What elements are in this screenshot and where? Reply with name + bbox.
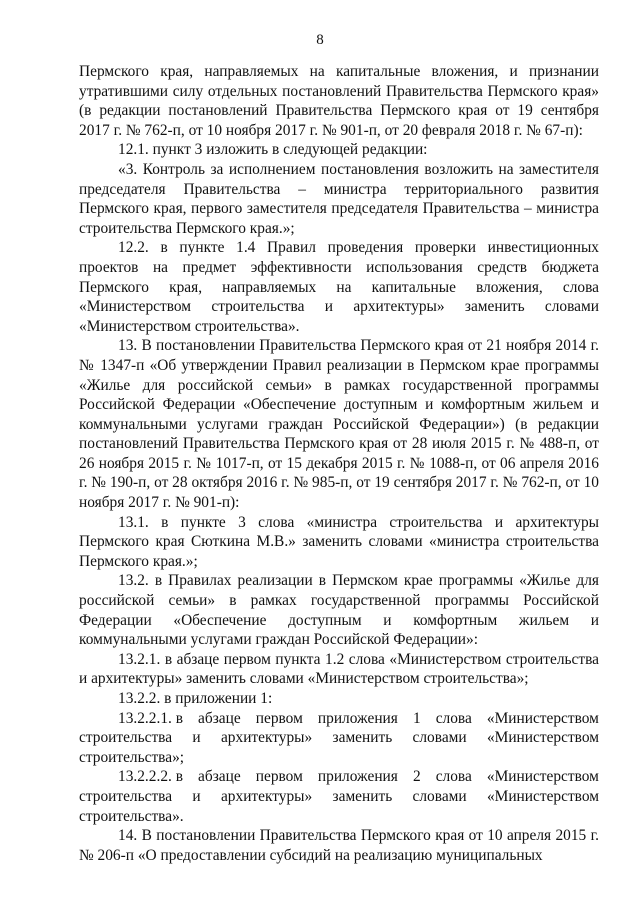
word: заменить <box>332 729 393 747</box>
word: слова <box>435 709 472 727</box>
word: «Министерством <box>486 729 599 747</box>
word: слова <box>435 768 472 786</box>
sub-item <box>79 709 599 768</box>
page-number: 8 <box>316 32 324 48</box>
word: заменить <box>332 787 393 805</box>
sub-item-line <box>79 728 599 748</box>
paragraph: 14. В постановлении Правительства Пермского края от 10 апреля 2015 г. № 206-п «О предоставлении субсидий на реализацию муниципальных <box>79 827 599 864</box>
word: «Министерством <box>486 768 599 786</box>
word: строительства <box>79 729 173 747</box>
sub-item-line: строительства». <box>79 807 184 825</box>
word: 2 <box>412 768 421 786</box>
word: «Министерством <box>486 787 599 805</box>
paragraph: 13.2. в Правилах реализации в Пермском крае программы «Жилье для российской семьи» в рамках государственной программы Российской Федерации «Обеспечение доступным и комфортным жильем и коммунальными услугами граждан Российской Федерации»: <box>79 572 599 649</box>
sub-item <box>79 767 599 826</box>
word: строительства <box>79 787 173 805</box>
word: первом <box>255 768 303 786</box>
word: 13.2.2.2. в <box>118 768 183 786</box>
paragraph: «3. Контроль за исполнением постановления возложить на заместителя председателя Правительства – министра территориального развития Пермского края, первого заместителя председателя Правительства – министра строительства Пермского края.»; <box>79 160 599 237</box>
word: приложения <box>317 709 398 727</box>
sub-item-line <box>118 767 599 787</box>
paragraph: 12.2. в пункте 1.4 Правил проведения проверки инвестиционных проектов на предмет эффективности использования средств бюджета Пермского края, направляемых на капитальные вложения, слова «Министерством строительства и архитектуры» заменить словами «Министерством строительства». <box>79 239 599 335</box>
word: первом <box>255 709 303 727</box>
sub-item-line: строительства»; <box>79 748 185 766</box>
word: абзаце <box>198 709 241 727</box>
word: архитектуры» <box>220 729 313 747</box>
word: приложения <box>317 768 398 786</box>
word: архитектуры» <box>220 787 313 805</box>
word: словами <box>412 787 467 805</box>
word: «Министерством <box>486 709 599 727</box>
paragraph: 13.2.2. в приложении 1: <box>118 690 273 707</box>
paragraph: Пермского края, направляемых на капитальные вложения, и признании утратившими силу отдельных постановлений Правительства Пермского края» (в редакции постановлений Правительства Пермского края от 19 сентября 2017 г. № 762-п, от 10 ноября 2017 г. № 901-п, от 20 февраля 2018 г. № 67-п): <box>79 63 599 139</box>
sub-item-line <box>118 709 599 729</box>
word: абзаце <box>198 768 241 786</box>
document-body <box>79 62 599 865</box>
paragraph: 13.2.1. в абзаце первом пункта 1.2 слова «Министерством строительства и архитектуры» заменить словами «Министерством строительства»; <box>79 650 599 688</box>
paragraph: 13. В постановлении Правительства Пермского края от 21 ноября 2014 г. № 1347-п «Об утверждении Правил реализации в Пермском крае программы «Жилье для российской семьи» в рамках государственной программы Российской Федерации «Обеспечение доступным и комфортным жильем и коммунальными услугами граждан Российской Федерации») (в редакции постановлений Правительства Пермского края от 28 июля 2015 г. № 488-п, от 26 ноября 2015 г. № 1017-п, от 15 декабря 2015 г. № 1088-п, от 06 апреля 2016 г. № 190-п, от 28 октября 2016 г. № 985-п, от 19 сентября 2017 г. № 762-п, от 10 ноября 2017 г. № 901-п): <box>79 337 599 512</box>
word: и <box>192 729 201 747</box>
word: и <box>192 787 201 805</box>
paragraph: 13.1. в пункте 3 слова «министра строительства и архитектуры Пермского края Сюткина М.В.» заменить словами «министра строительства Пермского края.»; <box>79 513 599 570</box>
word: 1 <box>412 709 421 727</box>
word: 13.2.2.1. в <box>118 709 183 727</box>
paragraph: 12.1. пункт 3 изложить в следующей редакции: <box>118 141 428 159</box>
word: словами <box>412 729 467 747</box>
sub-item-line <box>79 787 599 807</box>
